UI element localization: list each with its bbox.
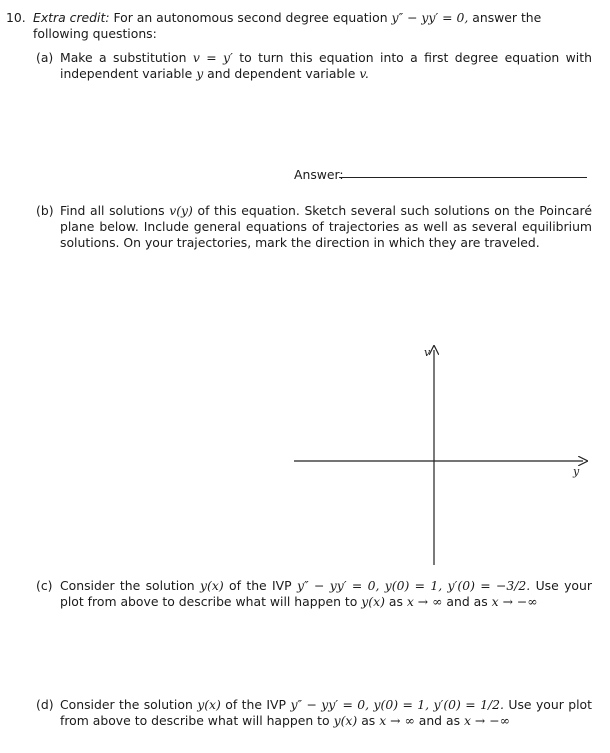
ivp-c: y″ − yy′ = 0, y(0) = 1, y′(0) = −3/2.: [296, 578, 531, 593]
part-d: [36, 697, 592, 729]
question-number: 10.: [6, 10, 26, 25]
part-d-text: Consider the solution y(x) of the IVP y″ − yy′ = 0, y(0) = 1, y′(0) = 1/2. Use your plot from above to describe what will happen to y(x) as x → ∞ and as x → −∞: [60, 697, 592, 728]
answer-label: Answer:: [294, 167, 344, 182]
part-a-label: (a): [36, 50, 54, 65]
intro-text: For an autonomous second degree equation: [113, 10, 388, 25]
y-axis-label: y: [573, 465, 580, 478]
main-equation: y″ − yy′ = 0,: [391, 10, 469, 25]
part-c: [36, 578, 592, 610]
substitution: v = y′: [192, 50, 233, 65]
part-a-text: Make a substitution v = y′ to turn this equation into a first degree equation with independent variable y and dependent variable v.: [60, 50, 592, 81]
v-axis-label: v: [424, 346, 431, 359]
part-b-text: Find all solutions v(y) of this equation. Sketch several such solutions on the Poincaré plane below. Include general equations of trajectories as well as several equilibrium solutions. On your trajectories, mark the direction in which they are traveled.: [60, 203, 592, 250]
ivp-d: y″ − yy′ = 0, y(0) = 1, y′(0) = 1/2.: [290, 697, 504, 712]
part-a: [36, 50, 592, 82]
part-b-label: (b): [36, 203, 54, 218]
extra-credit-label: Extra credit:: [33, 10, 110, 25]
part-d-label: (d): [36, 697, 54, 712]
question-intro: [33, 10, 593, 42]
poincare-plane: [290, 340, 590, 570]
part-c-label: (c): [36, 578, 53, 593]
answer-line[interactable]: [339, 177, 587, 178]
part-b: [36, 203, 592, 251]
part-c-text: Consider the solution y(x) of the IVP y″ − yy′ = 0, y(0) = 1, y′(0) = −3/2. Use your plot from above to describe what will happen to y(x) as x → ∞ and as x → −∞: [60, 578, 592, 609]
intro-tail: answer the following questions:: [33, 10, 542, 41]
